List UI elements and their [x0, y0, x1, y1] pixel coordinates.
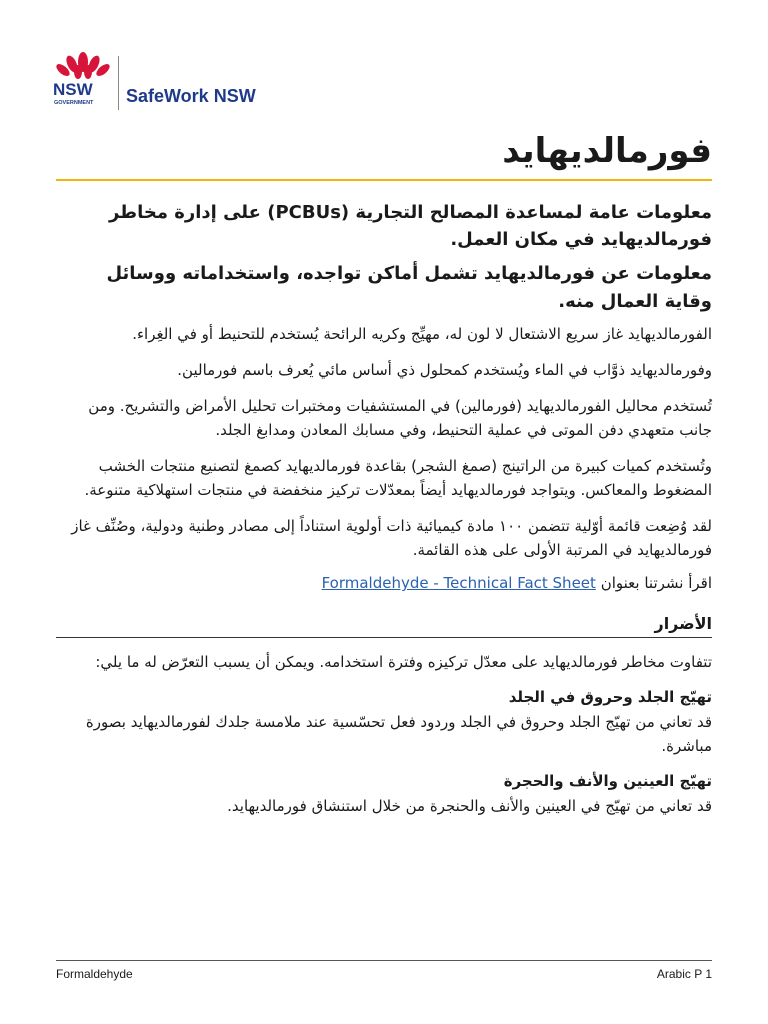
- intro-line: معلومات عامة لمساعدة المصالح التجارية (PCBUs) على إدارة مخاطر فورمالديهايد في مكان العمل.: [108, 201, 712, 251]
- harms-intro: تتفاوت مخاطر فورمالديهايد على معدّل تركيزه وفترة استخدامه. ويمكن أن يسبب التعرّض له ما يلي:: [95, 653, 712, 672]
- nsw-waratah-logo: [52, 50, 114, 112]
- header: [52, 50, 312, 112]
- logo-subtext: GOVERNMENT: [54, 100, 94, 106]
- harm-heading: تهيّج الجلد وحروق في الجلد: [508, 688, 712, 707]
- paragraph: تُستخدم محاليل الفورمالديهايد (فورمالين) في المستشفيات ومختبرات تحليل الأمراض والتشريح. ومن جانب متعهدي دفن الموتى في عملية التحنيط، وفي مسابك المعادن ومدابغ الجلد.: [88, 397, 712, 440]
- fact-sheet-line: [56, 574, 712, 592]
- harms-heading: الأضرار: [654, 614, 712, 634]
- harm-heading: تهيّج العينين والأنف والحجرة: [503, 772, 712, 791]
- paragraph: وتُستخدم كميات كبيرة من الراتينج (صمغ الشجر) بقاعدة فورمالديهايد كصمغ لتصنيع منتجات الخشب المضغوط والمعاكس. ويتواجد فورمالديهايد أيضاً بمعدّلات تركيز منخفضة في منتجات استهلاكية متنوعة.: [84, 457, 712, 500]
- footer-rule: [56, 960, 712, 961]
- harms-rule: [56, 637, 712, 638]
- intro-line: معلومات عن فورمالديهايد تشمل أماكن تواجده، واستخداماته ووسائل وقاية العمال منه.: [106, 263, 712, 313]
- title-rule: [56, 179, 712, 181]
- footer-document-name: Formaldehyde: [56, 967, 133, 981]
- harm-text: قد تعاني من تهيّج في العينين والأنف والحنجرة من خلال استنشاق فورمالديهايد.: [227, 797, 712, 816]
- fact-sheet-link[interactable]: Formaldehyde - Technical Fact Sheet: [321, 574, 596, 593]
- harm-text: قد تعاني من تهيّج الجلد وحروق في الجلد وردود فعل تحسّسية عند ملامسة جلدك لفورمالديهايد بصورة مباشرة.: [85, 713, 712, 756]
- paragraph: وفورمالديهايد ذوَّاب في الماء ويُستخدم كمحلول ذي أساس مائي يُعرف باسم فورمالين.: [177, 361, 712, 380]
- logo-text: NSW: [53, 80, 93, 99]
- brand-name: SafeWork NSW: [126, 86, 256, 106]
- fact-sheet-prefix: اقرأ نشرتنا بعنوان: [600, 574, 712, 593]
- footer-page-label: Arabic P 1: [656, 967, 712, 981]
- paragraph: لقد وُضِعت قائمة أوّلية تتضمن ١٠٠ مادة كيميائية ذات أولوية استناداً إلى مصادر وطنية ودولية، وصُنِّف غاز فورمالديهايد في المرتبة الأولى على هذه القائمة.: [71, 517, 712, 560]
- paragraph: الفورمالديهايد غاز سريع الاشتعال لا لون له، مهيِّج وكريه الرائحة يُستخدم للتحنيط أو في الغِراء.: [132, 325, 712, 344]
- logo-divider: [118, 56, 119, 110]
- document-body: [56, 130, 712, 830]
- page-title: فورمالديهايد: [502, 131, 712, 171]
